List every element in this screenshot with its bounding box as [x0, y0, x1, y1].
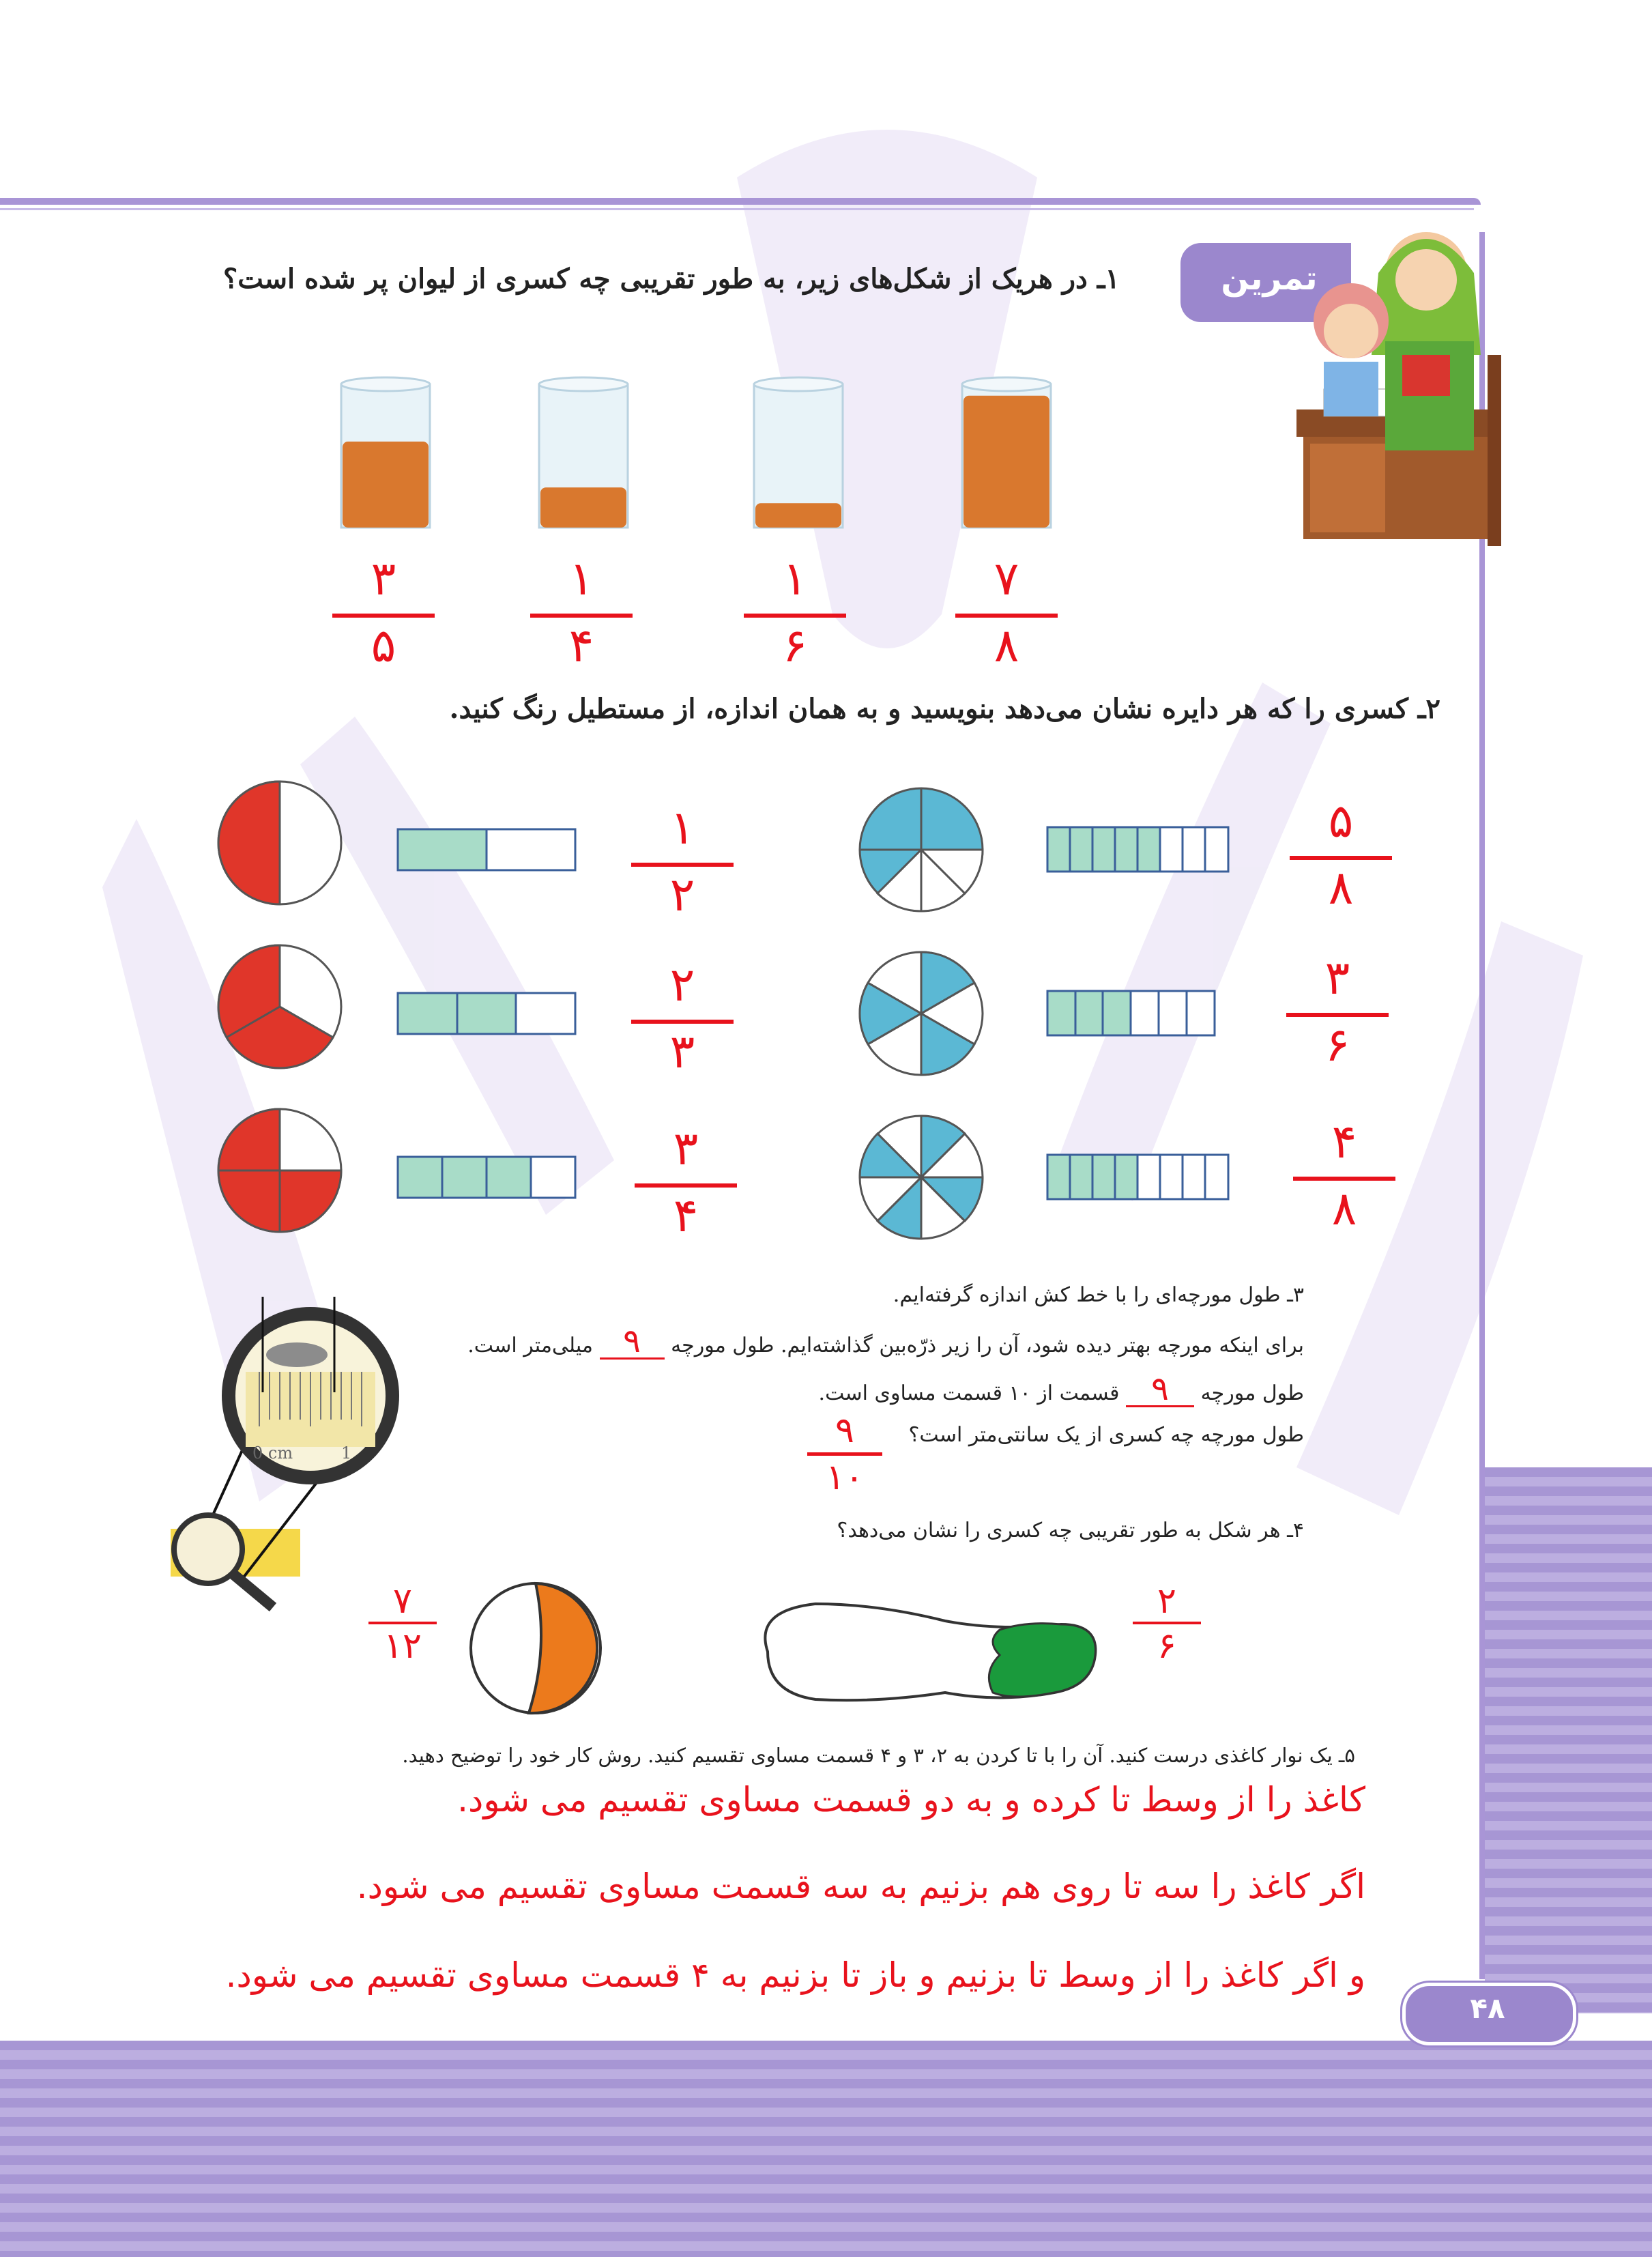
- q5-answer-1: کاغذ را از وسط تا کرده و به دو قسمت مساوی تقسیم می شود.: [457, 1780, 1365, 1820]
- q3-line3-a: طول مورچه: [1200, 1381, 1304, 1405]
- circle-half: [218, 781, 341, 904]
- rect-half: [398, 829, 575, 870]
- ruler-label-1: 1: [341, 1443, 352, 1463]
- q2-question: ۲ـ کسری را که هر دایره نشان می‌دهد بنویسید و به همان اندازه، از مستطیل رنگ کنید.: [449, 693, 1440, 725]
- glass-1: [341, 377, 430, 528]
- glass-2: [539, 377, 628, 528]
- circle-eighths: [860, 788, 983, 911]
- q1-answer-3: ۱ ۶: [744, 556, 846, 678]
- q2-right-answer-2: ۳ ۶: [1286, 955, 1389, 1077]
- bottom-stripe-band: [0, 2041, 1652, 2257]
- glass-liquid-1: [343, 442, 429, 528]
- ruler-label-0: 0 cm: [252, 1443, 293, 1463]
- q5-answer-3: و اگر کاغذ را از وسط تا بزنیم و باز تا بزنیم به ۴ قسمت مساوی تقسیم می شود.: [225, 1955, 1365, 1995]
- q2-right-answer-1: ۵ ۸: [1290, 799, 1392, 920]
- q4-circle-fraction: ۷ ۱۲: [368, 1583, 437, 1667]
- glass-liquid-2: [540, 487, 626, 528]
- rect-eighths: [1047, 827, 1228, 872]
- q1-question: ۱ـ در هریک از شکل‌های زیر، به طور تقریبی چه کسری از لیوان پر شده است؟: [223, 263, 1120, 295]
- exercise-badge-label: تمرین: [1221, 259, 1318, 298]
- q3-line2-a: برای اینکه مورچه بهتر دیده شود، آن را زیر ذرّه‌بین گذاشته‌ایم. طول مورچه: [671, 1334, 1304, 1357]
- q1-glasses: [328, 372, 1099, 543]
- q4-shoe: [740, 1583, 1109, 1720]
- glass-liquid-4: [963, 396, 1049, 528]
- q3-line3-b: قسمت از ۱۰ قسمت مساوی است.: [818, 1381, 1120, 1405]
- circle-quarters: [218, 1109, 341, 1232]
- q3-line2: [467, 1322, 1304, 1360]
- rect-eighths-2: [1047, 1155, 1228, 1199]
- q4-shoe-fraction: ۲ ۶: [1133, 1583, 1201, 1667]
- q3-fraction: ۹ ۱۰: [807, 1413, 882, 1499]
- q5-question: ۵ـ یک نوار کاغذی درست کنید. آن را با تا کردن به ۲، ۳ و ۴ قسمت مساوی تقسیم کنید. روش کار خود را توضیح دهید.: [402, 1744, 1355, 1767]
- circle-thirds: [218, 945, 341, 1068]
- q2-left-answer-2: ۲ ۳: [631, 962, 734, 1084]
- q2-right-answer-3: ۴ ۸: [1293, 1119, 1395, 1241]
- glass-4: [962, 377, 1051, 528]
- q3-line3: [818, 1370, 1304, 1408]
- top-border-inner: [0, 208, 1474, 210]
- glass-3: [754, 377, 843, 528]
- q1-answer-1: ۳ ۵: [332, 556, 435, 678]
- q2-left-answer-3: ۳ ۴: [635, 1126, 737, 1248]
- q1-answer-2: ۱ ۴: [530, 556, 633, 678]
- right-stripe-band: [1485, 1467, 1652, 2013]
- rect-sixths: [1047, 991, 1215, 1035]
- q3-line4: طول مورچه چه کسری از یک سانتی‌متر است؟: [908, 1423, 1304, 1447]
- circle-eighths-alt: [860, 1116, 983, 1239]
- q2-left-answer-1: ۱ ۲: [631, 805, 734, 927]
- circle-sixths: [860, 952, 983, 1075]
- top-border: [0, 198, 1481, 205]
- q4-circle: [464, 1577, 607, 1720]
- q2-figures: [205, 764, 1433, 1256]
- q1-answer-4: ۷ ۸: [955, 556, 1058, 678]
- q3-answer-mm: ۹: [600, 1331, 665, 1360]
- page-number: ۴۸: [1470, 1992, 1505, 2025]
- q3-line2-b: میلی‌متر است.: [467, 1334, 593, 1357]
- rect-thirds: [398, 993, 575, 1034]
- q4-question: ۴ـ هر شکل به طور تقریبی چه کسری را نشان می‌دهد؟: [837, 1519, 1304, 1542]
- students-illustration: [1283, 218, 1556, 560]
- q3-answer-parts: ۹: [1126, 1379, 1194, 1407]
- q3-line1: ۳ـ طول مورچه‌ای را با خط کش اندازه گرفته‌ایم.: [893, 1283, 1304, 1307]
- q5-answer-2: اگر کاغذ را سه تا روی هم بزنیم به سه قسمت مساوی تقسیم می شود.: [356, 1867, 1365, 1906]
- glass-liquid-3: [755, 503, 841, 528]
- rect-quarters: [398, 1157, 575, 1198]
